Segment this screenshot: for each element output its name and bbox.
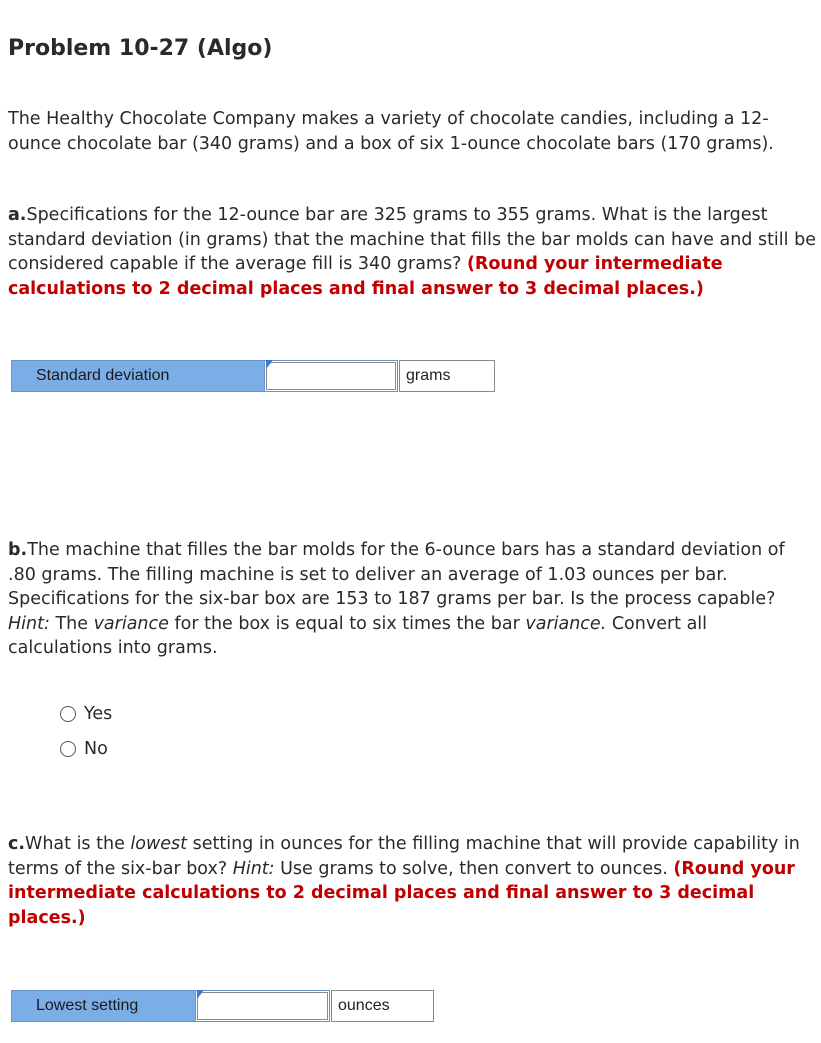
radio-option-no[interactable] xyxy=(60,739,108,759)
part-c-hint-text: Use grams to solve, then convert to ounces. xyxy=(274,858,674,879)
part-b-hint-post: Convert all calculations into grams. xyxy=(8,613,708,658)
part-c-hint-label: Hint: xyxy=(232,858,275,879)
radio-option-yes[interactable] xyxy=(60,704,112,724)
part-c-question xyxy=(8,832,816,930)
part-a-lead: a. xyxy=(8,205,27,225)
part-a-instruction: (Round your intermediate calculations to 2 decimal places and final answer to 3 decimal places.) xyxy=(8,254,723,299)
part-b-hint-em2: variance. xyxy=(525,613,607,634)
intro-text: The Healthy Chocolate Company makes a variety of chocolate candies, including a 12-ounce chocolate bar (340 grams) and a box of six 1-ounce chocolate bars (170 grams). xyxy=(8,109,774,154)
part-c-unit: ounces xyxy=(331,990,434,1022)
radio-no-label: No xyxy=(84,739,108,759)
radio-no-circle-icon[interactable] xyxy=(60,741,76,757)
radio-yes-circle-icon[interactable] xyxy=(60,706,76,722)
part-b-hint-label: Hint: xyxy=(8,613,50,634)
part-c-input-wrap xyxy=(196,990,330,1022)
part-c-text-em: lowest xyxy=(130,834,188,854)
lowest-setting-input[interactable] xyxy=(197,992,328,1020)
part-a-answer-label: Standard deviation xyxy=(11,360,265,392)
standard-deviation-input[interactable] xyxy=(266,362,396,390)
part-b-hint-em1: variance xyxy=(93,613,169,634)
part-a-text: Specifications for the 12-ounce bar are 325 grams to 355 grams. What is the largest standard deviation (in grams) that the machine that fills the bar molds can have and still be considered capable if the average fill is 340 grams? xyxy=(8,205,816,274)
part-b-text: The machine that filles the bar molds for the 6-ounce bars has a standard deviation of .80 grams. The filling machine is set to deliver an average of 1.03 ounces per bar. Specifications for the six-bar box are 153 to 187 grams per bar. Is the process capable? xyxy=(8,540,785,609)
part-b-hint-pre: The xyxy=(49,613,94,634)
page-title: Problem 10-27 (Algo) xyxy=(8,36,273,61)
part-b-hint-mid: for the box is equal to six times the bar xyxy=(168,613,526,634)
part-c-lead: c. xyxy=(8,834,26,854)
part-a-input-wrap xyxy=(265,360,398,392)
part-c-instruction: (Round your intermediate calculations to 2 decimal places and final answer to 3 decimal places.) xyxy=(8,858,795,928)
input-marker-icon xyxy=(266,360,273,369)
part-a-unit: grams xyxy=(399,360,495,392)
part-c-answer-label: Lowest setting xyxy=(11,990,196,1022)
part-c-text-post: setting in ounces for the filling machine that will provide capability in terms of the six-bar box? xyxy=(8,834,800,879)
part-a-question xyxy=(8,203,816,301)
part-b-lead: b. xyxy=(8,540,28,560)
part-c-text-pre: What is the xyxy=(25,834,131,854)
part-c-answer-row xyxy=(11,990,434,1022)
part-a-answer-row xyxy=(11,360,495,392)
radio-yes-label: Yes xyxy=(84,704,113,724)
part-b-question xyxy=(8,538,816,661)
input-marker-icon xyxy=(197,990,204,999)
problem-intro xyxy=(8,107,816,156)
